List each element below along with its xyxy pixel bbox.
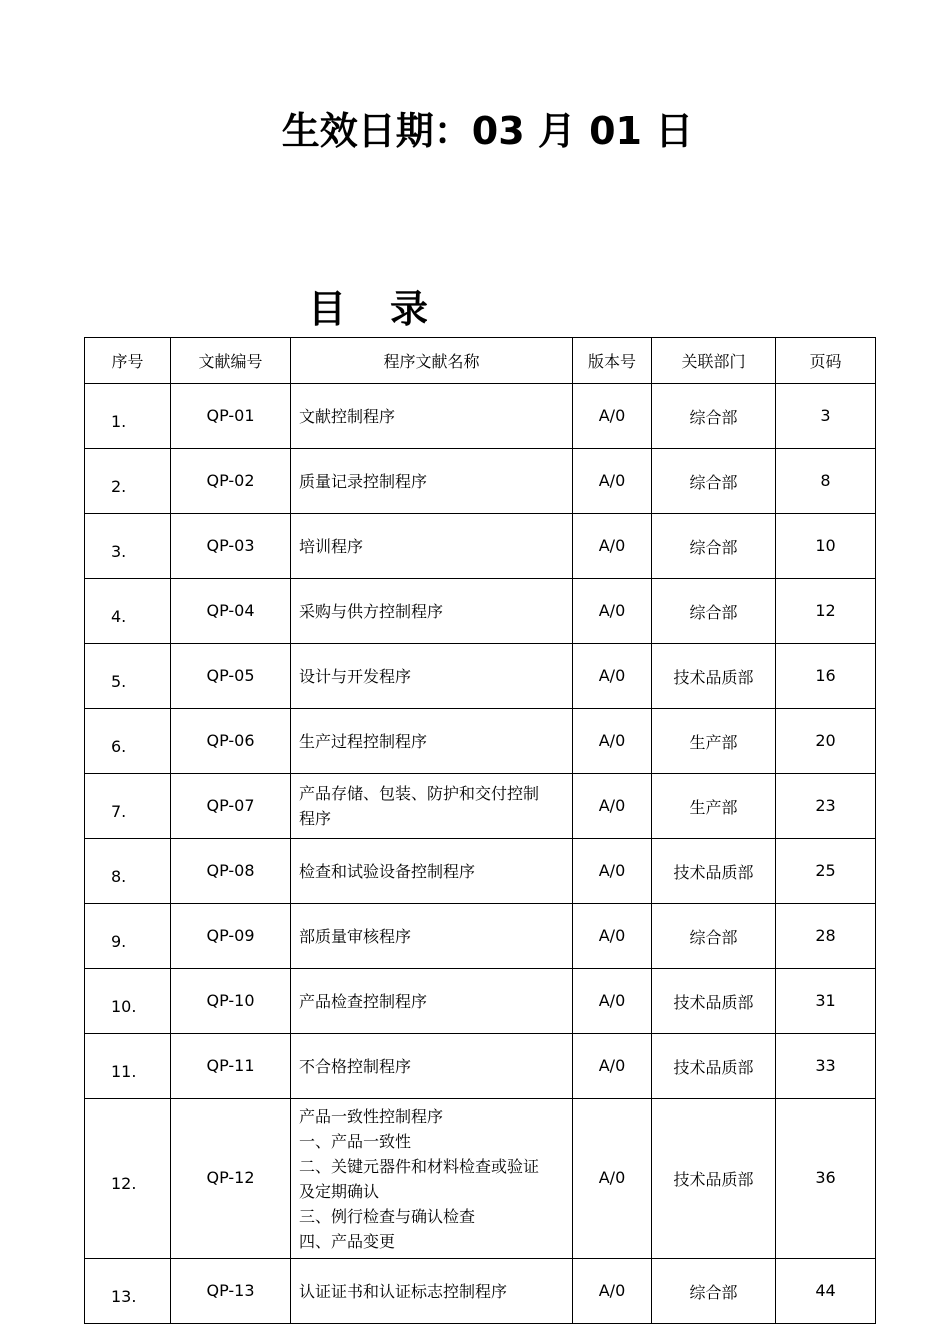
table-row <box>85 384 876 449</box>
row-seq: 7. <box>85 774 171 839</box>
toc-header-row <box>85 338 876 384</box>
row-doc-code: QP-11 <box>171 1034 291 1099</box>
row-seq: 9. <box>85 904 171 969</box>
row-doc-name <box>291 839 573 904</box>
row-doc-code: QP-01 <box>171 384 291 449</box>
row-version: A/0 <box>573 579 652 644</box>
row-version: A/0 <box>573 514 652 579</box>
effective-date-heading: 生效日期：03 月 01 日 <box>281 109 694 153</box>
row-seq: 11. <box>85 1034 171 1099</box>
row-doc-name <box>291 774 573 839</box>
row-seq: 12. <box>85 1099 171 1259</box>
row-department: 技术品质部 <box>652 839 776 904</box>
header-version: 版本号 <box>573 338 652 384</box>
row-seq: 3. <box>85 514 171 579</box>
row-page: 20 <box>776 709 876 774</box>
header-seq: 序号 <box>85 338 171 384</box>
row-seq: 13. <box>85 1259 171 1324</box>
toc-title-char-1: 目 <box>308 287 347 331</box>
row-department: 技术品质部 <box>652 644 776 709</box>
row-doc-name <box>291 644 573 709</box>
header-page: 页码 <box>776 338 876 384</box>
row-department: 综合部 <box>652 579 776 644</box>
row-version: A/0 <box>573 1034 652 1099</box>
row-doc-name-line: 二、关键元器件和材料检查或验证 <box>299 1156 540 1176</box>
row-doc-name-line: 四、产品变更 <box>299 1231 396 1251</box>
row-version: A/0 <box>573 774 652 839</box>
table-row <box>85 579 876 644</box>
row-doc-name <box>291 709 573 774</box>
row-page: 12 <box>776 579 876 644</box>
row-page: 31 <box>776 969 876 1034</box>
row-department: 技术品质部 <box>652 1099 776 1259</box>
row-department: 生产部 <box>652 774 776 839</box>
row-doc-name-line: 程序 <box>299 809 332 828</box>
row-doc-code: QP-09 <box>171 904 291 969</box>
table-row <box>85 839 876 904</box>
row-page: 28 <box>776 904 876 969</box>
row-doc-name <box>291 904 573 969</box>
row-doc-name-line: 设计与开发程序 <box>299 666 412 686</box>
row-doc-name-line: 采购与供方控制程序 <box>299 601 444 621</box>
table-row <box>85 774 876 839</box>
row-page: 10 <box>776 514 876 579</box>
row-page: 25 <box>776 839 876 904</box>
row-seq: 1. <box>85 384 171 449</box>
table-row <box>85 644 876 709</box>
row-page: 44 <box>776 1259 876 1324</box>
row-doc-name-line: 及定期确认 <box>299 1181 380 1201</box>
row-department: 综合部 <box>652 384 776 449</box>
row-page: 36 <box>776 1099 876 1259</box>
row-version: A/0 <box>573 904 652 969</box>
header-department: 关联部门 <box>652 338 776 384</box>
toc-title-char-2: 录 <box>390 287 429 331</box>
row-doc-code: QP-12 <box>171 1099 291 1259</box>
row-department: 技术品质部 <box>652 969 776 1034</box>
row-doc-code: QP-13 <box>171 1259 291 1324</box>
toc-body <box>85 384 876 1324</box>
row-seq: 8. <box>85 839 171 904</box>
table-row <box>85 1259 876 1324</box>
table-row <box>85 969 876 1034</box>
row-seq: 4. <box>85 579 171 644</box>
row-doc-code: QP-08 <box>171 839 291 904</box>
row-doc-name-line: 培训程序 <box>299 536 364 556</box>
row-doc-name-line: 三、例行检查与确认检查 <box>299 1206 476 1226</box>
table-row <box>85 1099 876 1259</box>
toc-title <box>308 278 428 333</box>
row-page: 23 <box>776 774 876 839</box>
row-doc-code: QP-06 <box>171 709 291 774</box>
row-version: A/0 <box>573 384 652 449</box>
row-doc-name-line: 质量记录控制程序 <box>299 471 428 491</box>
row-doc-name <box>291 384 573 449</box>
table-row <box>85 904 876 969</box>
row-doc-name-line: 产品检查控制程序 <box>299 991 428 1011</box>
row-department: 综合部 <box>652 904 776 969</box>
row-version: A/0 <box>573 1099 652 1259</box>
row-doc-name <box>291 1259 573 1324</box>
row-doc-name <box>291 579 573 644</box>
row-doc-name <box>291 514 573 579</box>
row-doc-code: QP-05 <box>171 644 291 709</box>
row-department: 综合部 <box>652 1259 776 1324</box>
row-doc-name <box>291 1099 573 1259</box>
row-doc-name-line: 产品一致性控制程序 <box>299 1106 444 1126</box>
row-doc-code: QP-04 <box>171 579 291 644</box>
row-page: 16 <box>776 644 876 709</box>
row-version: A/0 <box>573 644 652 709</box>
row-doc-name <box>291 969 573 1034</box>
row-doc-code: QP-10 <box>171 969 291 1034</box>
row-doc-name-line: 部质量审核程序 <box>299 926 412 946</box>
table-row <box>85 1034 876 1099</box>
row-version: A/0 <box>573 839 652 904</box>
row-page: 3 <box>776 384 876 449</box>
row-version: A/0 <box>573 709 652 774</box>
row-doc-name-line: 不合格控制程序 <box>299 1056 412 1076</box>
row-doc-code: QP-07 <box>171 774 291 839</box>
header-doc-name: 程序文献名称 <box>291 338 573 384</box>
row-doc-name-line: 生产过程控制程序 <box>299 731 428 751</box>
row-doc-name <box>291 1034 573 1099</box>
row-doc-code: QP-03 <box>171 514 291 579</box>
row-doc-name-line: 认证证书和认证标志控制程序 <box>299 1281 508 1301</box>
header-doc-code: 文献编号 <box>171 338 291 384</box>
row-doc-code: QP-02 <box>171 449 291 514</box>
row-doc-name-line: 一、产品一致性 <box>299 1131 412 1151</box>
row-page: 33 <box>776 1034 876 1099</box>
row-seq: 10. <box>85 969 171 1034</box>
row-version: A/0 <box>573 1259 652 1324</box>
row-page: 8 <box>776 449 876 514</box>
row-doc-name <box>291 449 573 514</box>
table-row <box>85 514 876 579</box>
table-row <box>85 449 876 514</box>
row-department: 综合部 <box>652 514 776 579</box>
row-doc-name-line: 检查和试验设备控制程序 <box>299 861 476 881</box>
row-doc-name-line: 文献控制程序 <box>299 406 396 426</box>
row-department: 生产部 <box>652 709 776 774</box>
row-version: A/0 <box>573 449 652 514</box>
row-department: 技术品质部 <box>652 1034 776 1099</box>
row-seq: 5. <box>85 644 171 709</box>
toc-table <box>84 337 876 1324</box>
row-seq: 6. <box>85 709 171 774</box>
row-seq: 2. <box>85 449 171 514</box>
row-version: A/0 <box>573 969 652 1034</box>
table-row <box>85 709 876 774</box>
row-doc-name-line: 产品存储、包装、防护和交付控制 <box>299 784 540 803</box>
row-department: 综合部 <box>652 449 776 514</box>
